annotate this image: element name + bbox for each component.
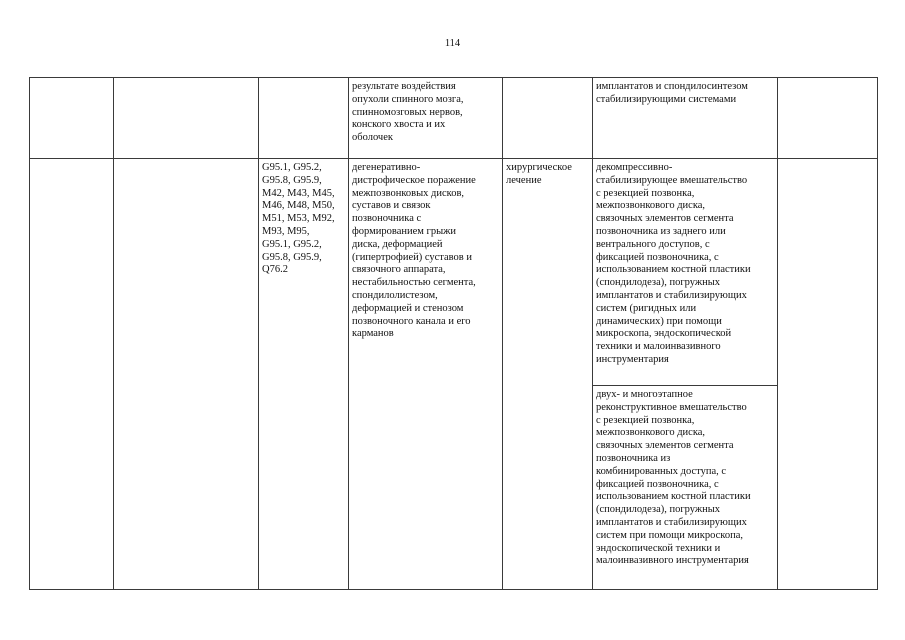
cell-method: имплантатов и спондилосинтезом стабилизирующими системами [593,78,778,159]
procedures-table [29,77,878,590]
cell-method: двух- и многоэтапное реконструктивное вмешательство с резекцией позвонка, межпозвонкового диска, связочных элементов сегмента позвоночника из комбинированных доступа, с фиксацией позвоночника, с использованием костной пластики (спондилодеза), погружных имплантатов и стабилизирующих систем при помощи микроскопа, эндоскопической техники и малоинвазивного инструментария [593,386,778,590]
cell-profile [114,159,259,590]
cell-treatment: хирургическое лечение [503,159,593,590]
cell-profile [114,78,259,159]
cell-treatment [503,78,593,159]
cell-codes: G95.1, G95.2, G95.8, G95.9, M42, M43, M45, M46, M48, M50, M51, M53, M92, M93, M95, G95.1, G95.2, G95.8, G95.9, Q76.2 [259,159,349,590]
cell-codes [259,78,349,159]
cell-disease: дегенеративно- дистрофическое поражение межпозвонковых дисков, суставов и связок позвоночника с формированием грыжи диска, деформацией (гипертрофией) суставов и связочного аппарата, нестабильностью сегмента, спондилолистезом, деформацией и стенозом позвоночного канала и его карманов [349,159,503,590]
cell-number [30,159,114,590]
table-row [30,78,878,159]
cell-disease: результате воздействия опухоли спинного мозга, спинномозговых нервов, конского хвоста и их оболочек [349,78,503,159]
cell-cost [778,159,878,590]
table-row [30,159,878,386]
page-number: 114 [444,38,461,49]
cell-cost [778,78,878,159]
cell-number [30,78,114,159]
cell-method: декомпрессивно- стабилизирующее вмешательство с резекцией позвонка, межпозвонкового диска, связочных элементов сегмента позвоночника из заднего или вентрального доступов, с фиксацией позвоночника, с использованием костной пластики (спондилодеза), погружных имплантатов и стабилизирующих систем (ригидных или динамических) при помощи микроскопа, эндоскопической техники и малоинвазивного инструментария [593,159,778,386]
